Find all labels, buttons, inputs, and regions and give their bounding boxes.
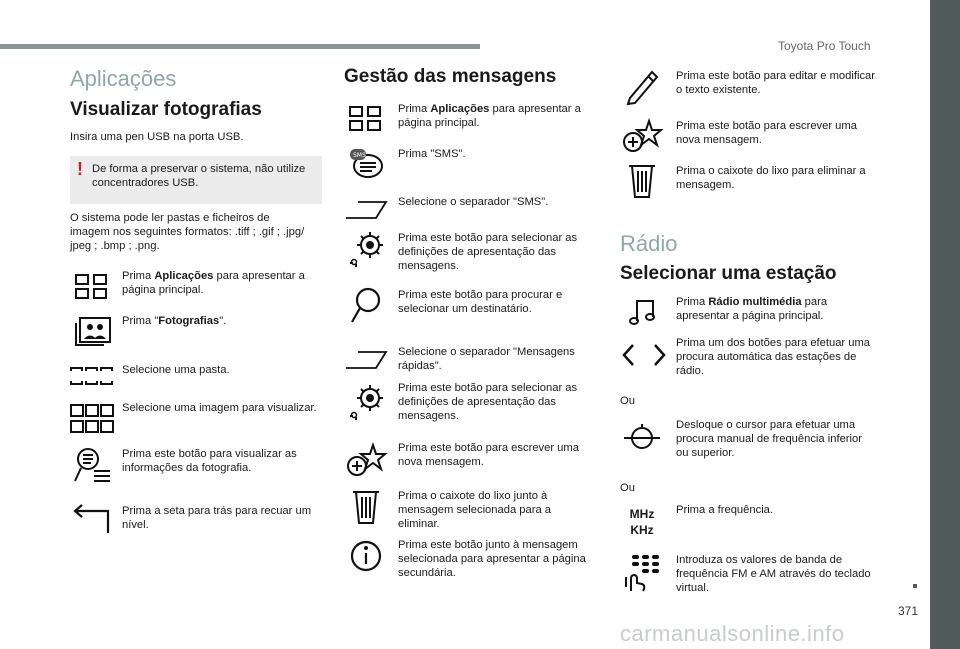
warning-box: [70, 156, 322, 204]
item-text: Prima este botão para escrever uma nova mensagem.: [398, 442, 579, 468]
item-text: Selecione uma imagem para visualizar.: [122, 402, 317, 414]
formats-line-3: jpeg ; .bmp ; .png.: [70, 240, 160, 252]
section-title-aplicacoes: Aplicações: [70, 66, 177, 91]
item-text: Selecione o separador "Mensagens rápidas".: [398, 346, 575, 372]
top-rule: [0, 44, 480, 49]
item-text: Prima este botão junto à mensagem selecionada para apresentar a página secundária.: [398, 539, 586, 579]
running-header: Toyota Pro Touch: [778, 39, 871, 53]
item-text: Desloque o cursor para efetuar uma procura manual de frequência inferior ou superior.: [676, 419, 862, 459]
settings-icon: [344, 382, 388, 422]
item-text: Prima: [122, 270, 155, 282]
item-text: Selecione o separador "SMS".: [398, 196, 549, 208]
item-bold: Aplicações: [154, 270, 214, 282]
pencil-icon: [620, 67, 664, 107]
page-marker: [913, 584, 917, 588]
item-text: Selecione uma pasta.: [122, 364, 230, 376]
item-text: Prima o caixote do lixo para eliminar a mensagem.: [676, 165, 866, 191]
photo-info-icon: [70, 445, 114, 485]
mhz-khz-icon: [620, 502, 664, 542]
subtitle-visualizar-fotografias: Visualizar fotografias: [70, 99, 262, 120]
item-text: Prima este botão para procurar e selecionar um destinatário.: [398, 289, 563, 315]
back-arrow-icon: [70, 500, 114, 540]
chevrons-icon: [620, 335, 668, 375]
item-text-end: ".: [219, 315, 227, 327]
settings-icon: [344, 229, 388, 269]
new-message-icon: [344, 440, 388, 480]
keypad-icon: [620, 553, 664, 593]
item-text: Prima a seta para trás para recuar um nível.: [122, 505, 312, 531]
intro-text: Insira uma pen USB na porta USB.: [70, 131, 244, 143]
trash-icon: [620, 161, 664, 201]
apps-grid-icon: [344, 99, 388, 139]
item-text: Prima o caixote do lixo junto à mensagem selecionada para a eliminar.: [398, 490, 551, 530]
item-text: Prima a frequência.: [676, 504, 774, 516]
tab-icon: [344, 190, 388, 230]
search-icon: [344, 286, 388, 326]
item-text: Introduza os valores de banda de frequência FM e AM através do teclado virtual.: [676, 554, 871, 594]
item-text: Prima um dos botões para efetuar uma procura automática das estações de rádio.: [676, 337, 871, 377]
apps-grid-icon: [70, 267, 114, 307]
item-bold: Fotografias: [158, 315, 220, 327]
item-text-end: para apresentar a página principal.: [122, 270, 305, 296]
side-tab: [930, 0, 960, 649]
new-message-icon: [620, 116, 664, 156]
subtitle-selecionar-estacao: Selecionar uma estação: [620, 263, 837, 284]
item-text: Prima este botão para editar e modificar o texto existente.: [676, 70, 875, 96]
music-note-icon: [620, 292, 664, 332]
photos-icon: [70, 310, 114, 350]
item-text-end: para apresentar a página principal.: [676, 296, 828, 322]
page-number: 371: [898, 604, 919, 618]
item-text: Prima: [398, 103, 431, 115]
formats-line-1: O sistema pode ler pastas e ficheiros de: [70, 212, 270, 224]
title-gestao-mensagens: Gestão das mensagens: [344, 66, 557, 87]
khz-label: KHz: [630, 523, 654, 537]
sms-icon: [344, 143, 388, 183]
trash-icon: [344, 487, 388, 527]
item-text: Prima: [676, 296, 709, 308]
item-text: Prima "SMS".: [398, 148, 466, 160]
mhz-label: MHz: [629, 507, 655, 521]
warning-text: De forma a preservar o sistema, não utilize concentradores USB.: [92, 163, 306, 189]
tab-icon: [344, 340, 388, 380]
item-bold: Aplicações: [430, 103, 490, 115]
folder-row-icon: [70, 356, 114, 396]
watermark: carmanualsonline.info: [620, 621, 845, 646]
item-text: Prima este botão para escrever uma nova mensagem.: [676, 120, 857, 146]
or-text: Ou: [620, 395, 635, 407]
formats-line-2: imagem nos seguintes formatos: .tiff ; .gif ; .jpg/: [70, 226, 305, 238]
item-bold: Rádio multimédia: [708, 296, 802, 308]
info-icon: [344, 536, 388, 576]
item-text: Prima este botão para selecionar as definições de apresentação das mensagens.: [398, 382, 578, 422]
svg-text:SMS: SMS: [353, 152, 366, 159]
item-text: Prima ": [122, 315, 159, 327]
or-text: Ou: [620, 482, 635, 494]
item-text-end: para apresentar a página principal.: [398, 103, 581, 129]
formats-text: [70, 211, 330, 253]
item-text: Prima este botão para selecionar as definições de apresentação das mensagens.: [398, 232, 578, 272]
item-text: Prima este botão para visualizar as informações da fotografia.: [122, 448, 297, 474]
warning-icon: !: [77, 159, 83, 179]
slider-icon: [620, 418, 664, 458]
image-grid-icon: [70, 399, 114, 439]
section-title-radio: Rádio: [620, 231, 678, 256]
